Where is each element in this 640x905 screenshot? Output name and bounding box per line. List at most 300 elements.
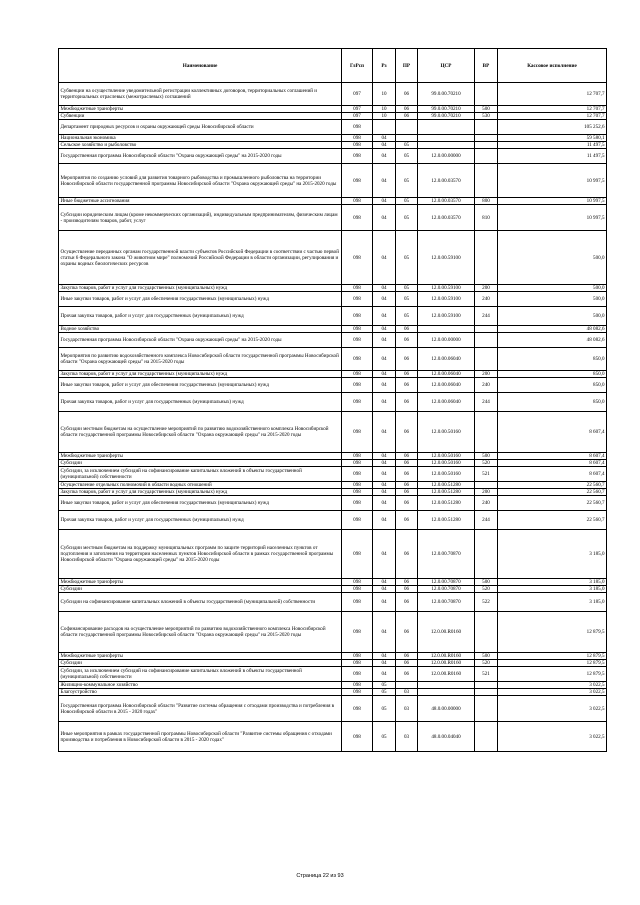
cell-pr: 06 [396,106,418,113]
cell-pr: 05 [396,149,418,164]
table-row [59,205,607,231]
cell-name: Субсидии, за исключением субсидий на софинансирование капитальных вложений в объекты государственной (муниципальной) собственности [59,467,342,482]
cell-pr: 06 [396,348,418,371]
cell-csr: 99.0.00.70210 [418,106,475,113]
cell-vr [475,482,498,489]
cell-pr: 06 [396,467,418,482]
cell-csr: 12.0.00.51280 [418,496,475,511]
cell-name: Водное хозяйство [59,326,342,333]
cell-pr: 06 [396,530,418,579]
cell-csr: 12.0.00.R0160 [418,653,475,660]
document-page [58,48,606,752]
cell-glrsp: 098 [342,489,373,496]
cell-amount: 8 607,4 [498,412,607,453]
cell-csr: 12.0.00.50160 [418,412,475,453]
cell-csr [418,689,475,696]
cell-csr: 12.0.00.70870 [418,530,475,579]
cell-csr: 12.0.00.51280 [418,489,475,496]
cell-vr [475,530,498,579]
table-row [59,593,607,612]
cell-rz: 05 [373,689,396,696]
cell-vr: 800 [475,198,498,205]
cell-rz: 04 [373,579,396,586]
cell-rz: 04 [373,142,396,149]
cell-vr [475,120,498,135]
cell-pr: 03 [396,696,418,722]
cell-rz: 04 [373,348,396,371]
table-row [59,164,607,198]
cell-rz: 04 [373,453,396,460]
cell-glrsp: 098 [342,667,373,682]
cell-glrsp: 098 [342,348,373,371]
cell-name: Осуществление переданных органам государственной власти субъектов Российской Федерации в соответствии с частью первой статьи 6 Федерального закона "О животном мире" полномочий Российской Федерации в области организации, регулирования и охраны водных биологических ресурсов [59,231,342,285]
cell-pr: 06 [396,586,418,593]
table-row [59,482,607,489]
cell-rz: 04 [373,511,396,530]
table-header-row [59,49,607,83]
cell-amount: 10 997,5 [498,164,607,198]
cell-pr: 06 [396,371,418,378]
cell-amount: 3 185,0 [498,579,607,586]
table-row [59,285,607,292]
header-glrsp: ГлРсп [342,49,373,83]
cell-glrsp: 098 [342,326,373,333]
cell-name: Субсидии местным бюджетам на осуществление мероприятий по развитию водохозяйственного комплекса Новосибирской области государственной программы Новосибирской области "Охрана окружающей среды" на 2015-2020 годы [59,412,342,453]
cell-csr: 12.0.00.06040 [418,393,475,412]
cell-csr: 12.0.00.59100 [418,292,475,307]
cell-pr: 06 [396,393,418,412]
cell-rz: 04 [373,135,396,142]
cell-amount: 850,0 [498,378,607,393]
header-name: Наименование [59,49,342,83]
cell-amount: 59 580,1 [498,135,607,142]
cell-glrsp: 097 [342,113,373,120]
cell-vr: 244 [475,307,498,326]
cell-amount: 22 560,7 [498,489,607,496]
cell-glrsp: 098 [342,205,373,231]
cell-name: Жилищно-коммунальное хозяйство [59,682,342,689]
cell-pr: 06 [396,496,418,511]
cell-glrsp: 098 [342,579,373,586]
table-row [59,113,607,120]
cell-vr: 244 [475,393,498,412]
cell-pr: 05 [396,292,418,307]
cell-name: Государственная программа Новосибирской области "Охрана окружающей среды" на 2015-2020 годы [59,149,342,164]
table-row [59,142,607,149]
cell-amount: 12 879,5 [498,612,607,653]
cell-glrsp: 098 [342,696,373,722]
cell-vr: 522 [475,593,498,612]
cell-glrsp: 098 [342,285,373,292]
cell-name: Прочая закупка товаров, работ и услуг для государственных (муниципальных) нужд [59,511,342,530]
cell-rz: 04 [373,378,396,393]
cell-glrsp: 098 [342,460,373,467]
cell-name: Иные закупки товаров, работ и услуг для обеспечения государственных (муниципальных) нужд [59,496,342,511]
budget-execution-table [58,48,607,752]
cell-vr [475,149,498,164]
cell-amount: 3 185,0 [498,593,607,612]
cell-name: Прочая закупка товаров, работ и услуг для государственных (муниципальных) нужд [59,307,342,326]
cell-amount: 3 022,5 [498,682,607,689]
cell-glrsp: 098 [342,682,373,689]
cell-pr: 05 [396,307,418,326]
cell-rz: 04 [373,496,396,511]
cell-vr: 520 [475,460,498,467]
cell-csr: 12.0.00.00000 [418,333,475,348]
cell-csr: 12.0.00.59100 [418,231,475,285]
table-row [59,348,607,371]
cell-name: Мероприятия по развитию водохозяйственного комплекса Новосибирской области государственной программы Новосибирской области "Охрана окружающей среды" на 2015-2020 годы [59,348,342,371]
table-row [59,460,607,467]
cell-name: Национальная экономика [59,135,342,142]
cell-name: Межбюджетные трансферты [59,579,342,586]
cell-csr: 12.0.00.59100 [418,307,475,326]
cell-pr: 05 [396,285,418,292]
cell-csr [418,142,475,149]
table-row [59,326,607,333]
cell-glrsp: 098 [342,689,373,696]
cell-vr: 520 [475,660,498,667]
cell-pr: 06 [396,412,418,453]
cell-rz: 04 [373,653,396,660]
cell-pr: 06 [396,482,418,489]
cell-name: Мероприятия по созданию условий для развития товарного рыбоводства и промышленного рыболовства на территории Новосибирской области государственной программы Новосибирской области "Охрана окружающей среды" на 2015-2020 годы [59,164,342,198]
cell-amount: 3 022,5 [498,722,607,752]
cell-vr [475,412,498,453]
cell-rz: 04 [373,412,396,453]
table-row [59,120,607,135]
cell-amount: 105 252,6 [498,120,607,135]
cell-pr: 06 [396,83,418,106]
cell-amount: 12 707,7 [498,83,607,106]
cell-pr: 06 [396,113,418,120]
cell-vr: 244 [475,511,498,530]
cell-amount: 22 560,7 [498,482,607,489]
cell-amount: 8 607,4 [498,460,607,467]
cell-amount: 11 497,5 [498,142,607,149]
cell-csr: 99.0.00.70210 [418,83,475,106]
cell-vr: 530 [475,113,498,120]
cell-pr: 06 [396,579,418,586]
cell-amount: 3 022,5 [498,689,607,696]
cell-csr: 99.0.00.70210 [418,113,475,120]
cell-vr: 520 [475,586,498,593]
cell-vr [475,135,498,142]
cell-name: Департамент природных ресурсов и охраны окружающей среды Новосибирской области [59,120,342,135]
cell-rz: 04 [373,586,396,593]
table-row [59,689,607,696]
cell-name: Благоустройство [59,689,342,696]
cell-pr: 06 [396,489,418,496]
cell-vr [475,612,498,653]
header-pr: ПР [396,49,418,83]
cell-name: Субвенции [59,113,342,120]
cell-glrsp: 098 [342,530,373,579]
table-body [59,83,607,752]
cell-pr: 05 [396,142,418,149]
cell-name: Межбюджетные трансферты [59,653,342,660]
cell-rz: 04 [373,393,396,412]
cell-vr [475,142,498,149]
cell-rz: 04 [373,292,396,307]
table-row [59,292,607,307]
header-cash-execution: Кассовое исполнение [498,49,607,83]
cell-name: Межбюджетные трансферты [59,453,342,460]
cell-glrsp: 098 [342,307,373,326]
cell-pr: 03 [396,689,418,696]
cell-rz: 04 [373,198,396,205]
cell-rz: 04 [373,612,396,653]
cell-csr: 12.0.00.51280 [418,511,475,530]
cell-amount: 22 560,7 [498,511,607,530]
cell-name: Субсидии [59,460,342,467]
cell-vr: 500 [475,579,498,586]
cell-amount: 3 185,0 [498,530,607,579]
cell-rz: 04 [373,371,396,378]
cell-amount: 12 879,5 [498,653,607,660]
cell-vr [475,348,498,371]
cell-amount: 850,0 [498,371,607,378]
cell-glrsp: 098 [342,292,373,307]
table-row [59,412,607,453]
cell-name: Субсидии [59,586,342,593]
cell-pr: 06 [396,612,418,653]
cell-pr [396,135,418,142]
cell-amount: 500,0 [498,231,607,285]
cell-pr: 06 [396,660,418,667]
cell-rz: 10 [373,106,396,113]
cell-glrsp: 097 [342,106,373,113]
cell-rz [373,120,396,135]
header-rz: Рз [373,49,396,83]
cell-vr: 200 [475,371,498,378]
cell-vr: 521 [475,667,498,682]
cell-vr: 500 [475,653,498,660]
table-row [59,682,607,689]
cell-glrsp: 098 [342,653,373,660]
cell-rz: 04 [373,460,396,467]
table-row [59,453,607,460]
cell-amount: 48 082,6 [498,333,607,348]
cell-csr: 12.0.00.50160 [418,460,475,467]
cell-glrsp: 098 [342,378,373,393]
cell-name: Закупка товаров, работ и услуг для государственных (муниципальных) нужд [59,285,342,292]
cell-glrsp: 098 [342,198,373,205]
cell-csr: 12.0.00.59100 [418,285,475,292]
cell-csr: 12.0.00.R0160 [418,667,475,682]
cell-amount: 3 185,0 [498,586,607,593]
cell-name: Субсидии, за исключением субсидий на софинансирование капитальных вложений в объекты государственной (муниципальной) собственности [59,667,342,682]
cell-pr: 06 [396,326,418,333]
cell-glrsp: 098 [342,453,373,460]
cell-glrsp: 098 [342,496,373,511]
cell-csr [418,135,475,142]
cell-glrsp: 098 [342,371,373,378]
cell-csr [418,682,475,689]
cell-pr: 06 [396,653,418,660]
cell-vr: 500 [475,106,498,113]
cell-csr: 12.0.00.03570 [418,198,475,205]
cell-glrsp: 098 [342,164,373,198]
cell-vr: 810 [475,205,498,231]
table-row [59,586,607,593]
cell-name: Государственная программа Новосибирской области "Развитие системы обращения с отходами производства и потребления в Новосибирской области в 2015 - 2020 годах" [59,696,342,722]
cell-csr: 12.0.00.00000 [418,149,475,164]
cell-amount: 500,0 [498,285,607,292]
header-csr: ЦСР [418,49,475,83]
cell-rz: 05 [373,696,396,722]
cell-pr: 06 [396,333,418,348]
table-row [59,371,607,378]
cell-pr: 05 [396,231,418,285]
table-row [59,612,607,653]
table-row [59,511,607,530]
cell-csr: 48.0.00.00000 [418,696,475,722]
cell-name: Сельское хозяйство и рыболовство [59,142,342,149]
cell-name: Государственная программа Новосибирской области "Охрана окружающей среды" на 2015-2020 годы [59,333,342,348]
cell-amount: 11 497,5 [498,149,607,164]
cell-glrsp: 098 [342,142,373,149]
cell-name: Осуществление отдельных полномочий в области водных отношений [59,482,342,489]
cell-amount: 850,0 [498,348,607,371]
cell-glrsp: 098 [342,393,373,412]
cell-amount: 12 879,5 [498,660,607,667]
table-row [59,722,607,752]
cell-amount: 12 879,5 [498,667,607,682]
cell-rz: 04 [373,149,396,164]
cell-csr: 12.0.00.R0160 [418,660,475,667]
cell-csr: 12.0.00.70870 [418,593,475,612]
cell-glrsp: 098 [342,722,373,752]
cell-csr: 12.0.00.R0160 [418,612,475,653]
cell-amount: 12 707,7 [498,106,607,113]
cell-pr: 05 [396,164,418,198]
cell-csr: 12.0.00.06040 [418,348,475,371]
cell-csr: 12.0.00.06040 [418,371,475,378]
cell-name: Иные бюджетные ассигнования [59,198,342,205]
cell-csr: 12.0.00.50160 [418,453,475,460]
cell-vr: 240 [475,378,498,393]
cell-amount: 22 560,7 [498,496,607,511]
cell-csr: 12.0.00.03570 [418,164,475,198]
cell-rz: 04 [373,467,396,482]
header-vr: ВР [475,49,498,83]
cell-pr: 05 [396,198,418,205]
cell-vr: 500 [475,453,498,460]
cell-amount: 500,0 [498,292,607,307]
cell-amount: 8 607,4 [498,453,607,460]
cell-glrsp: 098 [342,120,373,135]
cell-csr: 12.0.00.51280 [418,482,475,489]
table-row [59,653,607,660]
cell-pr: 06 [396,378,418,393]
cell-csr: 12.0.00.70870 [418,579,475,586]
cell-amount: 12 707,7 [498,113,607,120]
cell-rz: 10 [373,83,396,106]
cell-glrsp: 098 [342,231,373,285]
cell-vr: 240 [475,292,498,307]
cell-vr: 240 [475,496,498,511]
cell-name: Софинансирование расходов на осуществление мероприятий по развитию водохозяйственного комплекса Новосибирской области государственной программы Новосибирской области "Охрана окружающей среды" на 2015-2020 годы [59,612,342,653]
cell-glrsp: 098 [342,593,373,612]
table-row [59,135,607,142]
cell-name: Иные мероприятия в рамках государственной программы Новосибирской области "Развитие системы обращения с отходами производства и потребления в Новосибирской области в 2015 - 2020 годах" [59,722,342,752]
cell-vr [475,682,498,689]
cell-csr: 12.0.00.70870 [418,586,475,593]
cell-rz: 04 [373,285,396,292]
cell-vr [475,326,498,333]
table-row [59,231,607,285]
cell-pr [396,120,418,135]
cell-name: Субсидии [59,660,342,667]
cell-name: Межбюджетные трансферты [59,106,342,113]
cell-rz: 04 [373,205,396,231]
cell-pr: 03 [396,722,418,752]
table-row [59,83,607,106]
cell-amount: 3 022,5 [498,696,607,722]
cell-rz: 04 [373,307,396,326]
cell-csr [418,326,475,333]
cell-amount: 10 997,5 [498,205,607,231]
cell-name: Закупка товаров, работ и услуг для государственных (муниципальных) нужд [59,489,342,496]
cell-vr [475,333,498,348]
cell-glrsp: 098 [342,467,373,482]
cell-glrsp: 098 [342,149,373,164]
cell-pr: 06 [396,667,418,682]
cell-rz: 04 [373,593,396,612]
cell-vr: 200 [475,489,498,496]
cell-rz: 04 [373,660,396,667]
table-row [59,106,607,113]
cell-rz: 04 [373,530,396,579]
cell-vr [475,164,498,198]
cell-amount: 10 997,5 [498,198,607,205]
cell-glrsp: 098 [342,511,373,530]
cell-vr [475,722,498,752]
cell-name: Субсидии на софинансирование капитальных вложений в объекты государственной (муниципальной) собственности [59,593,342,612]
cell-amount: 8 607,4 [498,467,607,482]
cell-rz: 04 [373,333,396,348]
cell-rz: 05 [373,722,396,752]
table-row [59,378,607,393]
table-row [59,696,607,722]
cell-csr: 12.0.00.06040 [418,378,475,393]
cell-csr [418,120,475,135]
table-row [59,660,607,667]
cell-rz: 04 [373,164,396,198]
cell-amount: 500,0 [498,307,607,326]
cell-amount: 850,0 [498,393,607,412]
cell-glrsp: 098 [342,586,373,593]
cell-rz: 04 [373,326,396,333]
cell-name: Иные закупки товаров, работ и услуг для обеспечения государственных (муниципальных) нужд [59,292,342,307]
cell-glrsp: 098 [342,482,373,489]
cell-vr [475,83,498,106]
cell-glrsp: 097 [342,83,373,106]
cell-pr: 06 [396,453,418,460]
cell-vr: 521 [475,467,498,482]
table-row [59,198,607,205]
cell-pr: 06 [396,593,418,612]
table-row [59,307,607,326]
page-footer: Страница 22 из 93 [296,873,344,879]
cell-rz: 04 [373,489,396,496]
cell-amount: 48 082,6 [498,326,607,333]
cell-pr: 05 [396,205,418,231]
cell-vr [475,696,498,722]
cell-csr: 12.0.00.50160 [418,467,475,482]
cell-csr: 48.0.00.04040 [418,722,475,752]
